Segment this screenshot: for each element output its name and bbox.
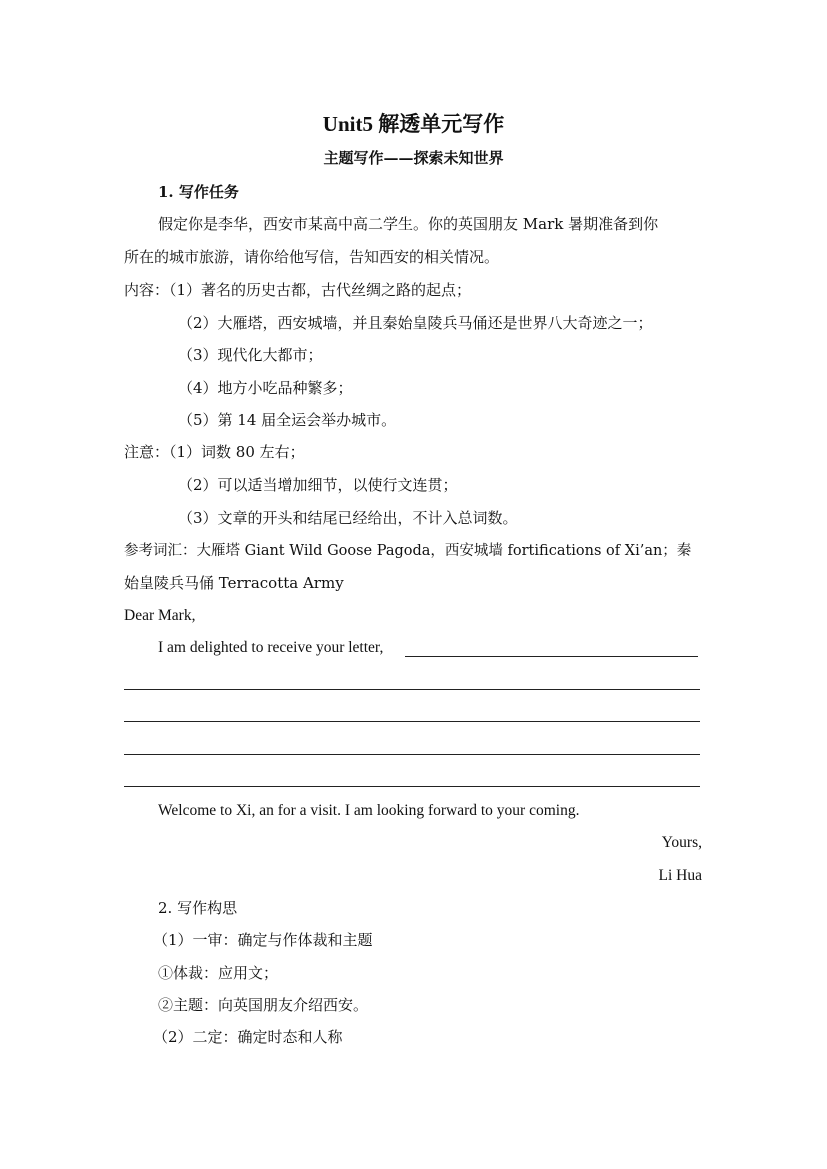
vocab-line-2: 始皇陵兵马俑 Terracotta Army (124, 574, 344, 592)
plan-genre: ①体裁：应用文； (158, 964, 279, 982)
letter-salutation: Dear Mark, (124, 607, 196, 624)
letter-opening-line: I am delighted to receive your letter, (158, 639, 384, 656)
section-heading-plan: 2. 写作构思 (158, 899, 238, 917)
letter-signature: Li Hua (658, 867, 702, 884)
note-item: （2）可以适当增加细节，以使行文连贯； (178, 476, 458, 494)
page-title: Unit5 解透单元写作 (322, 112, 505, 136)
note-item: （3）文章的开头和结尾已经给出，不计入总词数。 (178, 509, 518, 527)
letter-closing: Yours, (661, 834, 702, 851)
content-item: （5）第 14 届全运会举办城市。 (178, 411, 397, 429)
answer-blank-line (124, 754, 700, 755)
letter-closing-line: Welcome to Xi, an for a visit. I am looking forward to your coming. (158, 802, 580, 819)
content-item: 内容：（1）著名的历史古都，古代丝绸之路的起点； (124, 281, 472, 299)
section-heading-task: 1. 写作任务 (158, 183, 239, 201)
content-item: （3）现代化大都市； (178, 346, 323, 364)
page-subtitle: 主题写作——探索未知世界 (323, 149, 504, 167)
answer-blank-line (124, 721, 700, 722)
vocab-line-1: 参考词汇：大雁塔 Giant Wild Goose Pagoda，西安城墙 fortifications of Xi’an；秦 (124, 543, 692, 559)
note-item: 注意：（1）词数 80 左右； (124, 443, 305, 461)
content-item: （4）地方小吃品种繁多； (178, 379, 353, 397)
plan-theme: ②主题：向英国朋友介绍西安。 (158, 996, 369, 1014)
intro-line-1: 假定你是李华，西安市某高中高二学生。你的英国朋友 Mark 暑期准备到你 (158, 215, 659, 233)
intro-line-2: 所在的城市旅游，请你给他写信，告知西安的相关情况。 (124, 248, 500, 266)
content-item: （2）大雁塔，西安城墙，并且秦始皇陵兵马俑还是世界八大奇迹之一； (178, 314, 653, 332)
plan-step-2: （2）二定：确定时态和人称 (153, 1028, 343, 1046)
plan-step-1: （1）一审：确定与作体裁和主题 (153, 931, 373, 949)
answer-blank-line (405, 656, 698, 657)
answer-blank-line (124, 689, 700, 690)
answer-blank-line (124, 786, 700, 787)
